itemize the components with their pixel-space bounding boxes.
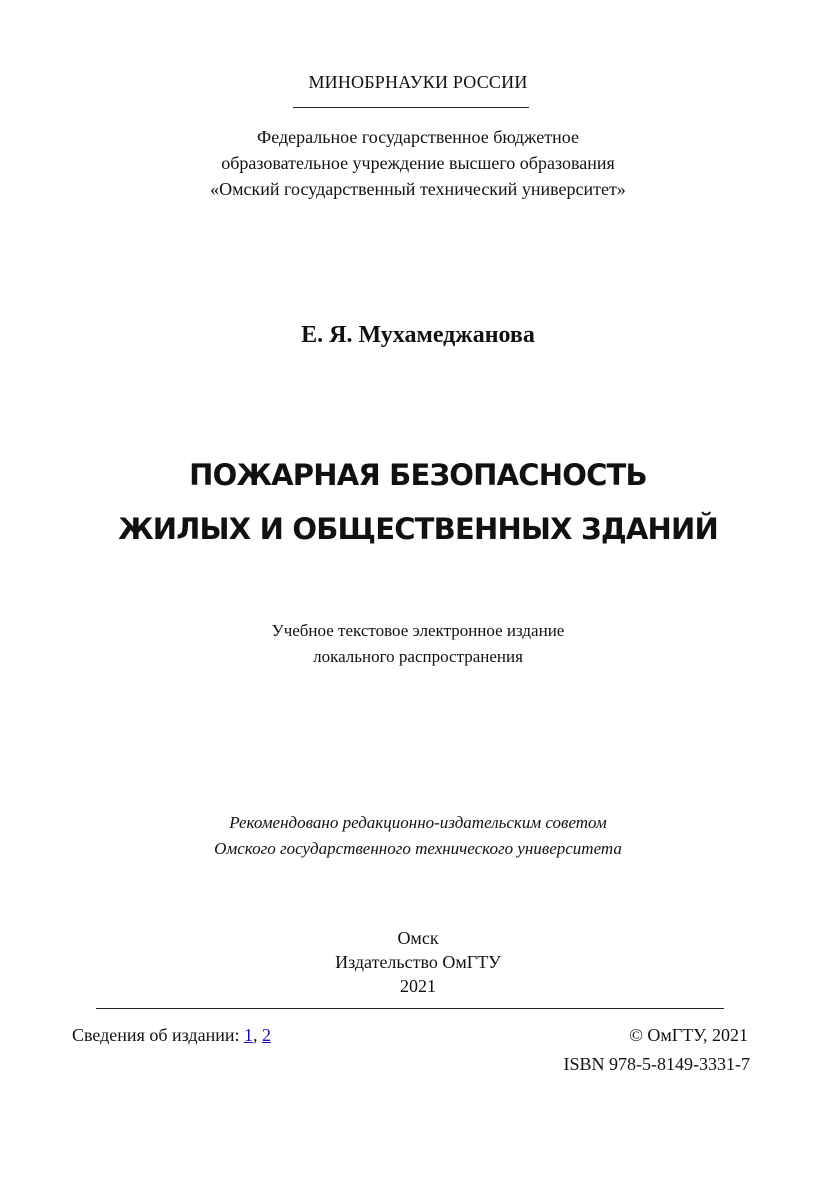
edition-info-link-2[interactable]: 2 — [261, 1025, 271, 1045]
book-title-line: ПОЖАРНАЯ БЕЗОПАСНОСТЬ — [189, 458, 647, 492]
header-divider — [293, 107, 529, 108]
publisher-city: Омск — [397, 928, 439, 948]
edition-line: Учебное текстовое электронное издание — [271, 621, 565, 640]
recommendation-line: Омского государственного технического университета — [214, 839, 622, 858]
book-title-line: ЖИЛЫХ И ОБЩЕСТВЕННЫХ ЗДАНИЙ — [118, 512, 718, 546]
copyright-notice: © ОмГТУ, 2021 — [629, 1025, 748, 1045]
ministry-name: МИНОБРНАУКИ РОССИИ — [308, 72, 528, 92]
university-block — [0, 124, 836, 202]
edition-info — [72, 1025, 271, 1046]
university-line: Федеральное государственное бюджетное — [257, 127, 579, 147]
edition-info-label: Сведения об издании: — [72, 1025, 240, 1045]
publication-year: 2021 — [400, 976, 436, 996]
recommendation-note — [0, 810, 836, 862]
footer-divider — [96, 1008, 724, 1009]
book-title — [0, 448, 836, 556]
university-line: «Омский государственный технический университет» — [210, 179, 626, 199]
publisher-block — [0, 926, 836, 998]
isbn-number: ISBN 978-5-8149-3331-7 — [563, 1054, 750, 1074]
publisher-name: Издательство ОмГТУ — [335, 952, 501, 972]
edition-info-link-1[interactable]: 1 — [243, 1025, 253, 1045]
edition-line: локального распространения — [313, 647, 523, 666]
edition-type — [0, 618, 836, 670]
link-separator: , — [252, 1025, 258, 1045]
recommendation-line: Рекомендовано редакционно-издательским советом — [229, 813, 607, 832]
university-line: образовательное учреждение высшего образования — [221, 153, 615, 173]
author-name: Е. Я. Мухамеджанова — [301, 322, 535, 348]
